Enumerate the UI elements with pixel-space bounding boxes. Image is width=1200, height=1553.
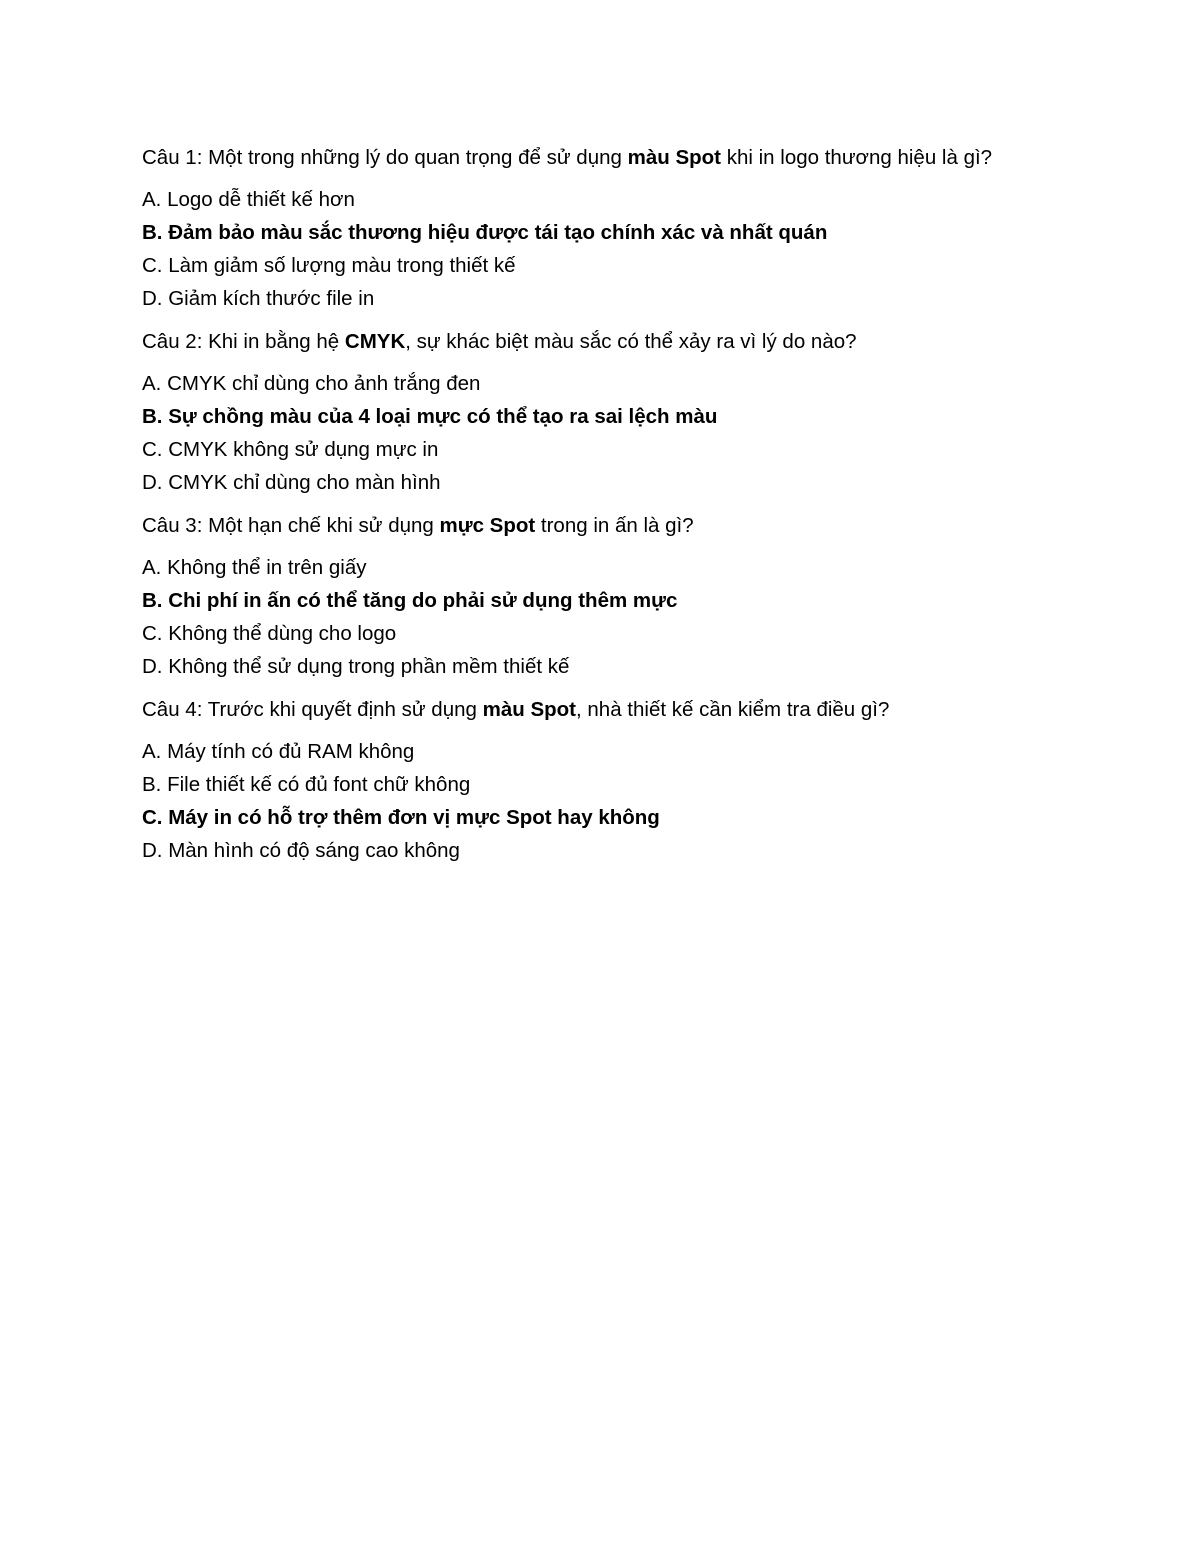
- question-3-option-b: B. Chi phí in ấn có thể tăng do phải sử dụng thêm mực: [142, 589, 678, 612]
- question-4-option-c: C. Máy in có hỗ trợ thêm đơn vị mực Spot hay không: [142, 806, 660, 829]
- question-2-option-a: A. CMYK chỉ dùng cho ảnh trắng đen: [142, 372, 481, 395]
- question-2-option-b: B. Sự chồng màu của 4 loại mực có thể tạo ra sai lệch màu: [142, 405, 718, 428]
- question-1-option-a: A. Logo dễ thiết kế hơn: [142, 188, 355, 211]
- quiz-content: [142, 143, 1102, 867]
- question-3-option-c: C. Không thể dùng cho logo: [142, 622, 397, 645]
- question-4-option-d: D. Màn hình có độ sáng cao không: [142, 839, 460, 862]
- question-1-option-b: B. Đảm bảo màu sắc thương hiệu được tái tạo chính xác và nhất quán: [142, 221, 828, 244]
- question-4-option-a: A. Máy tính có đủ RAM không: [142, 740, 415, 763]
- question-1-text: Câu 1: Một trong những lý do quan trọng để sử dụng màu Spot khi in logo thương hiệu là gì?: [142, 146, 993, 169]
- question-block-4: [142, 695, 1102, 867]
- question-2-text: Câu 2: Khi in bằng hệ CMYK, sự khác biệt màu sắc có thể xảy ra vì lý do nào?: [142, 330, 857, 353]
- question-1-keyword: màu Spot: [627, 146, 722, 169]
- question-2-prefix: Câu 2: [142, 330, 197, 353]
- question-2-option-c: C. CMYK không sử dụng mực in: [142, 438, 439, 461]
- question-4-text: Câu 4: Trước khi quyết định sử dụng màu Spot, nhà thiết kế cần kiểm tra điều gì?: [142, 698, 890, 721]
- question-3-keyword: mực Spot: [439, 514, 536, 537]
- question-3-prefix: Câu 3: [142, 514, 197, 537]
- question-block-2: [142, 327, 1102, 499]
- question-block-3: [142, 511, 1102, 683]
- question-3-option-d: D. Không thể sử dụng trong phần mềm thiết kế: [142, 655, 570, 678]
- question-4-keyword: màu Spot: [482, 698, 577, 721]
- question-block-1: [142, 143, 1102, 315]
- question-3-option-a: A. Không thể in trên giấy: [142, 556, 367, 579]
- question-2-option-d: D. CMYK chỉ dùng cho màn hình: [142, 471, 441, 494]
- question-1-prefix: Câu 1: [142, 146, 197, 169]
- question-3-text: Câu 3: Một hạn chế khi sử dụng mực Spot trong in ấn là gì?: [142, 514, 694, 537]
- question-4-option-b: B. File thiết kế có đủ font chữ không: [142, 773, 471, 796]
- question-1-option-c: C. Làm giảm số lượng màu trong thiết kế: [142, 254, 516, 277]
- question-1-option-d: D. Giảm kích thước file in: [142, 287, 375, 310]
- question-4-prefix: Câu 4: [142, 698, 197, 721]
- question-2-keyword: CMYK: [344, 330, 406, 353]
